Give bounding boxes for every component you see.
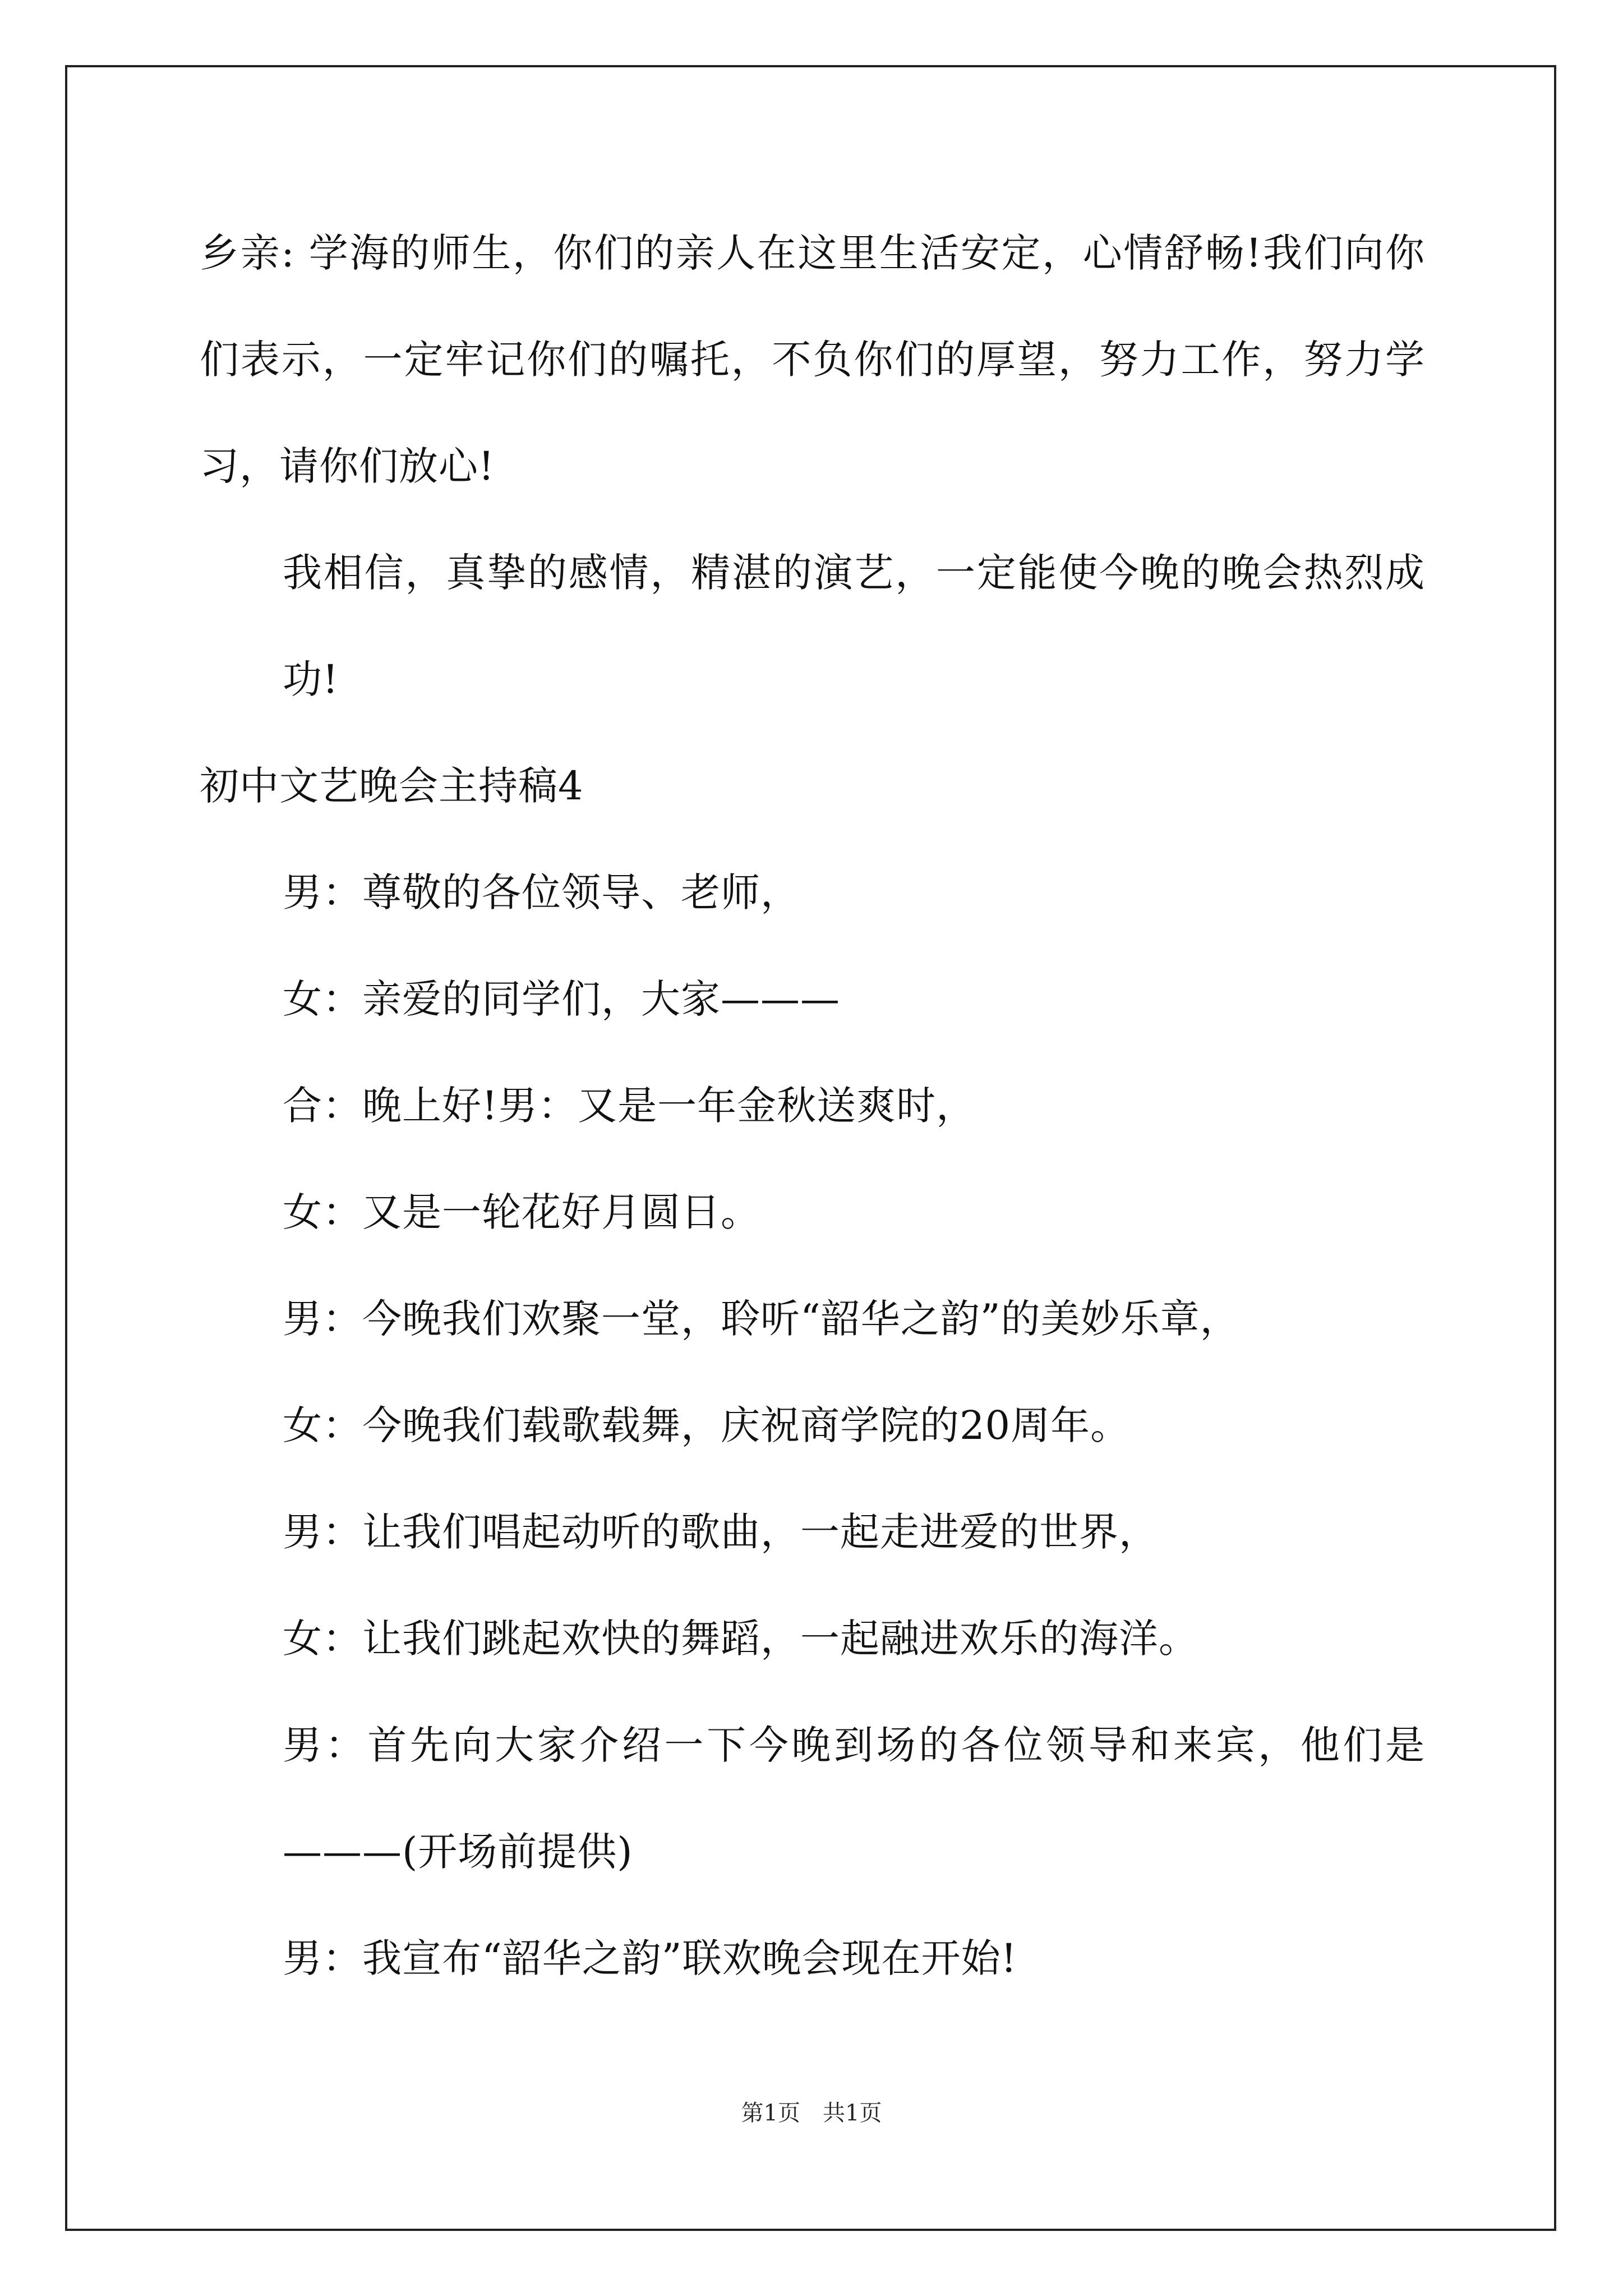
dialogue-line: 女：又是一轮花好月圆日。	[283, 1189, 760, 1235]
dialogue-line: 男：让我们唱起动听的歌曲，一起走进爱的世界，	[283, 1509, 1159, 1555]
dialogue-line: 男：首先向大家介绍一下今晚到场的各位领导和来宾，他们是———(开场前提供)	[283, 1722, 1425, 1875]
page-footer: 第1页 共1页	[741, 2100, 882, 2126]
dialogue-line: 男：今晚我们欢聚一堂，聆听“韶华之韵”的美妙乐章，	[283, 1296, 1240, 1342]
section-heading: 初中文艺晚会主持稿4	[200, 763, 584, 809]
paragraph: 我相信，真挚的感情，精湛的演艺，一定能使今晚的晚会热烈成功!	[283, 550, 1425, 702]
dialogue-line: 男：我宣布“韶华之韵”联欢晚会现在开始!	[283, 1935, 1017, 1981]
paragraph: 乡亲: 学海的师生，你们的亲人在这里生活安定，心情舒畅!我们向你们表示，一定牢记你们的嘱托，不负你们的厚望，努力工作，努力学习，请你们放心!	[200, 230, 1425, 489]
dialogue-line: 女：让我们跳起欢快的舞蹈，一起融进欢乐的海洋。	[283, 1616, 1198, 1662]
dialogue-line: 男：尊敬的各位领导、老师，	[283, 869, 800, 915]
dialogue-line: 女：亲爱的同学们，大家———	[283, 976, 840, 1022]
dialogue-line: 合：晚上好!男：又是一年金秋送爽时，	[283, 1083, 976, 1129]
document-body	[200, 200, 1425, 2012]
dialogue-line: 女：今晚我们载歌载舞，庆祝商学院的20周年。	[283, 1402, 1131, 1448]
